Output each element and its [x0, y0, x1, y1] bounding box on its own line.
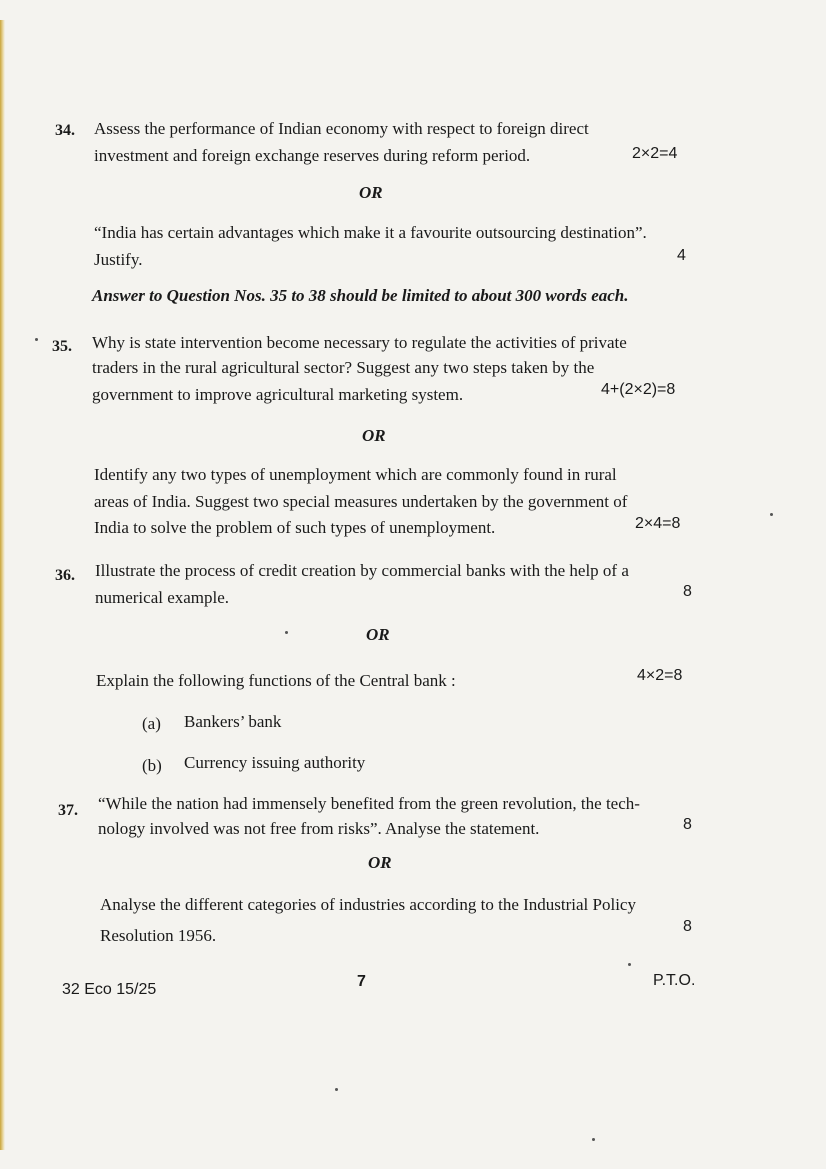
- paper-code: 32 Eco 15/25: [62, 981, 157, 998]
- question-36-alt-line-1: Explain the following functions of the Central bank :: [96, 671, 456, 690]
- question-34-alt-marks: 4: [677, 247, 686, 264]
- question-34-line-1: Assess the performance of Indian economy with respect to foreign direct: [94, 119, 589, 138]
- question-35-alt-marks: 2×4=8: [635, 515, 681, 532]
- question-35-line-3: government to improve agricultural marketing system.: [92, 385, 464, 404]
- question-34-or: OR: [359, 183, 383, 202]
- page-edge: [0, 20, 5, 1150]
- question-37-line-1: “While the nation had immensely benefited from the green revolution, the tech-: [98, 794, 640, 813]
- question-36-marks: 8: [683, 583, 692, 600]
- question-37-alt-line-1: Analyse the different categories of industries according to the Industrial Policy: [100, 895, 636, 914]
- question-36-sub-b-text: Currency issuing authority: [184, 753, 366, 772]
- question-35-marks: 4+(2×2)=8: [601, 381, 676, 398]
- question-37-alt-line-2: Resolution 1956.: [100, 926, 217, 945]
- question-34-marks: 2×2=4: [632, 145, 678, 162]
- question-36-sub-b-label: (b): [142, 756, 162, 775]
- question-36-sub-a-label: (a): [142, 714, 161, 733]
- speck: [335, 1088, 338, 1091]
- question-35-number: 35.: [52, 338, 72, 355]
- question-35-or: OR: [362, 426, 386, 445]
- speck: [35, 338, 38, 341]
- question-36-line-2: numerical example.: [95, 588, 230, 607]
- question-36-line-1: Illustrate the process of credit creation by commercial banks with the help of a: [95, 561, 629, 580]
- section-instruction: Answer to Question Nos. 35 to 38 should be limited to about 300 words each.: [92, 286, 629, 305]
- question-34-number: 34.: [55, 122, 75, 139]
- question-36-number: 36.: [55, 567, 75, 584]
- question-34-alt-line-2: Justify.: [94, 250, 143, 269]
- question-36-alt-marks: 4×2=8: [637, 667, 683, 684]
- question-37-number: 37.: [58, 802, 78, 819]
- question-37-line-2: nology involved was not free from risks”. Analyse the statement.: [98, 819, 540, 838]
- question-37-marks: 8: [683, 816, 692, 833]
- page-number: 7: [357, 973, 366, 990]
- pto-label: P.T.O.: [653, 972, 696, 989]
- question-35-alt-line-3: India to solve the problem of such types of unemployment.: [94, 518, 496, 537]
- speck: [770, 513, 773, 516]
- question-35-line-1: Why is state intervention become necessary to regulate the activities of private: [92, 333, 627, 352]
- question-35-alt-line-1: Identify any two types of unemployment which are commonly found in rural: [94, 465, 617, 484]
- question-37-or: OR: [368, 853, 392, 872]
- question-34-alt-line-1: “India has certain advantages which make it a favourite outsourcing destination”.: [94, 223, 647, 242]
- question-34-line-2: investment and foreign exchange reserves during reform period.: [94, 146, 531, 165]
- speck: [628, 963, 631, 966]
- question-37-alt-marks: 8: [683, 918, 692, 935]
- speck: [592, 1138, 595, 1141]
- question-36-sub-a-text: Bankers’ bank: [184, 712, 282, 731]
- question-36-or: OR: [366, 625, 390, 644]
- speck: [285, 631, 288, 634]
- question-35-alt-line-2: areas of India. Suggest two special measures undertaken by the government of: [94, 492, 628, 511]
- question-35-line-2: traders in the rural agricultural sector? Suggest any two steps taken by the: [92, 358, 595, 377]
